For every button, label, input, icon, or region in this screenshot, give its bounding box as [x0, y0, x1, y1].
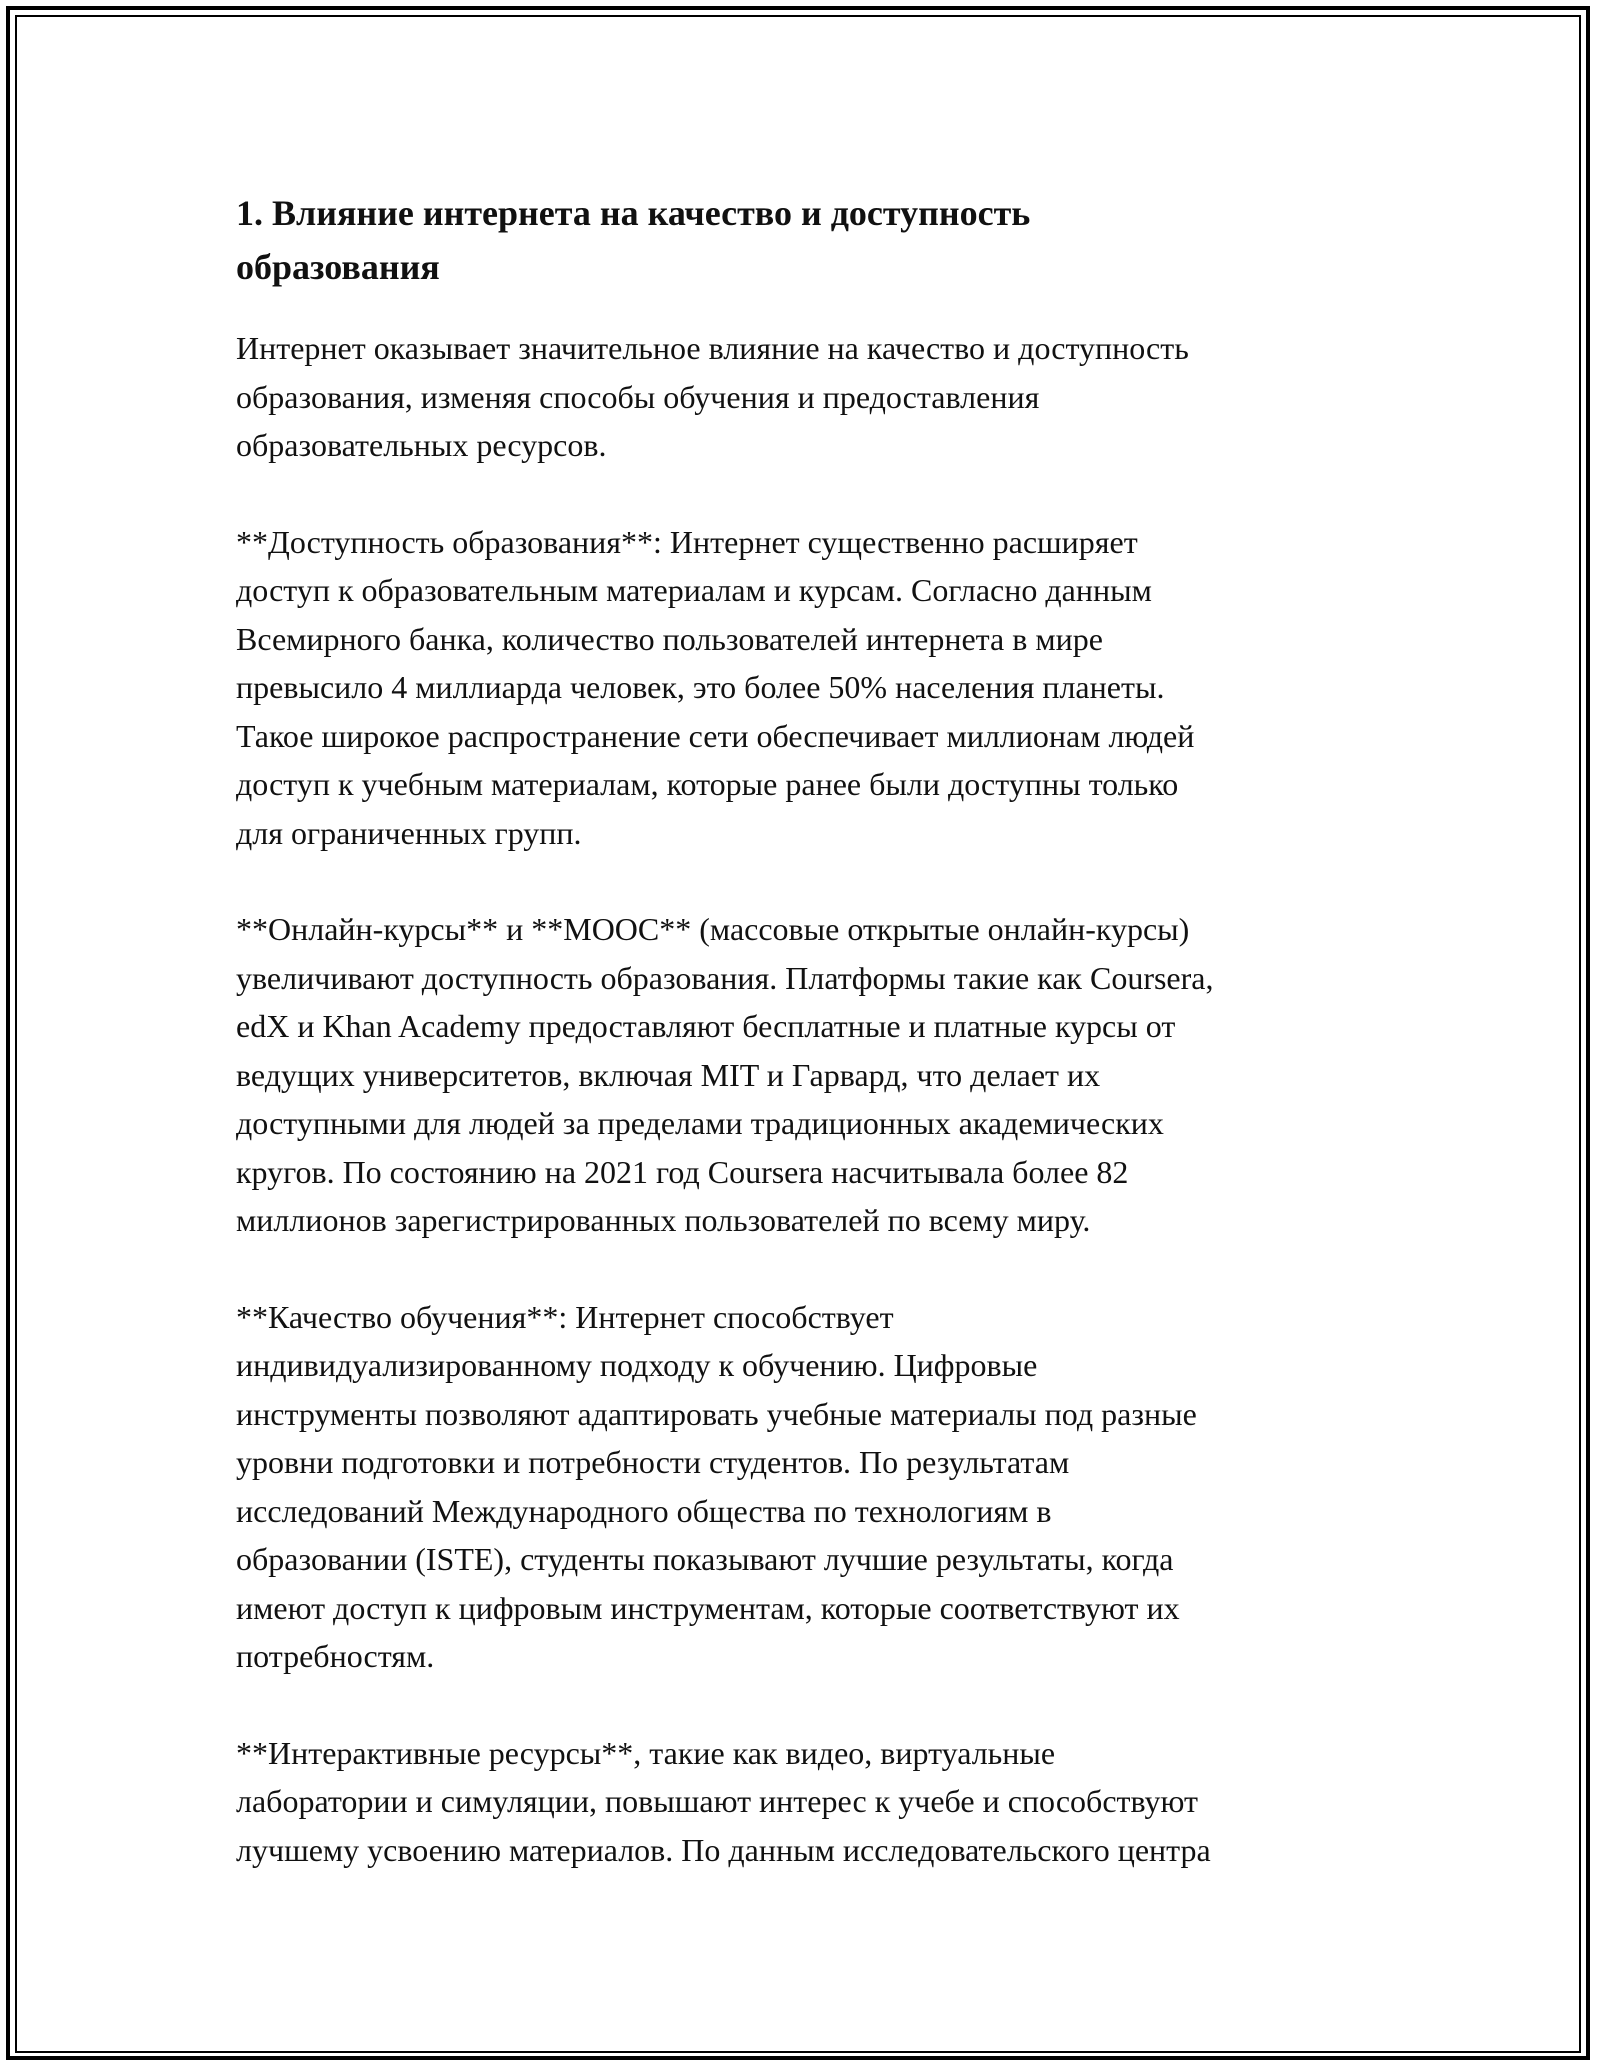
section-heading: 1. Влияние интернета на качество и доступность образования [236, 193, 1031, 287]
paragraph-learning-quality: **Качество обучения**: Интернет способствует индивидуализированному подходу к обучению. Цифровые инструменты позволяют адаптировать учебные материалы под разные уровни подготовки и потребности студентов. По результатам исследований Международного общества по технологиям в образовании (ISTE), студенты показывают лучшие результаты, когда имеют доступ к цифровым инструментам, которые соответствуют их потребностям. [236, 1298, 1197, 1674]
paragraph-interactive-resources: **Интерактивные ресурсы**, такие как видео, виртуальные лаборатории и симуляции, повышают интерес к учебе и способствуют лучшему усвоению материалов. По данным исследовательского центра [236, 1734, 1211, 1868]
document-body [236, 186, 1376, 1922]
paragraph-intro: Интернет оказывает значительное влияние на качество и доступность образования, изменяя способы обучения и предоставления образовательных ресурсов. [236, 330, 1189, 463]
paragraph-online-courses: **Онлайн-курсы** и **MOOC** (массовые открытые онлайн-курсы) увеличивают доступность образования. Платформы такие как Coursera, edX и Khan Academy предоставляют бесплатные и платные курсы от ведущих университетов, включая MIT и Гарвард, что делает их доступными для людей за пределами традиционных академических кругов. По состоянию на 2021 год Coursera насчитывала более 82 миллионов зарегистрированных пользователей по всему миру. [236, 911, 1214, 1238]
paragraph-accessibility: **Доступность образования**: Интернет существенно расширяет доступ к образовательным материалам и курсам. Согласно данным Всемирного банка, количество пользователей интернета в мире превысило 4 миллиарда человек, это более 50% населения планеты. Такое широкое распространение сети обеспечивает миллионам людей доступ к учебным материалам, которые ранее были доступны только для ограниченных групп. [236, 523, 1195, 851]
